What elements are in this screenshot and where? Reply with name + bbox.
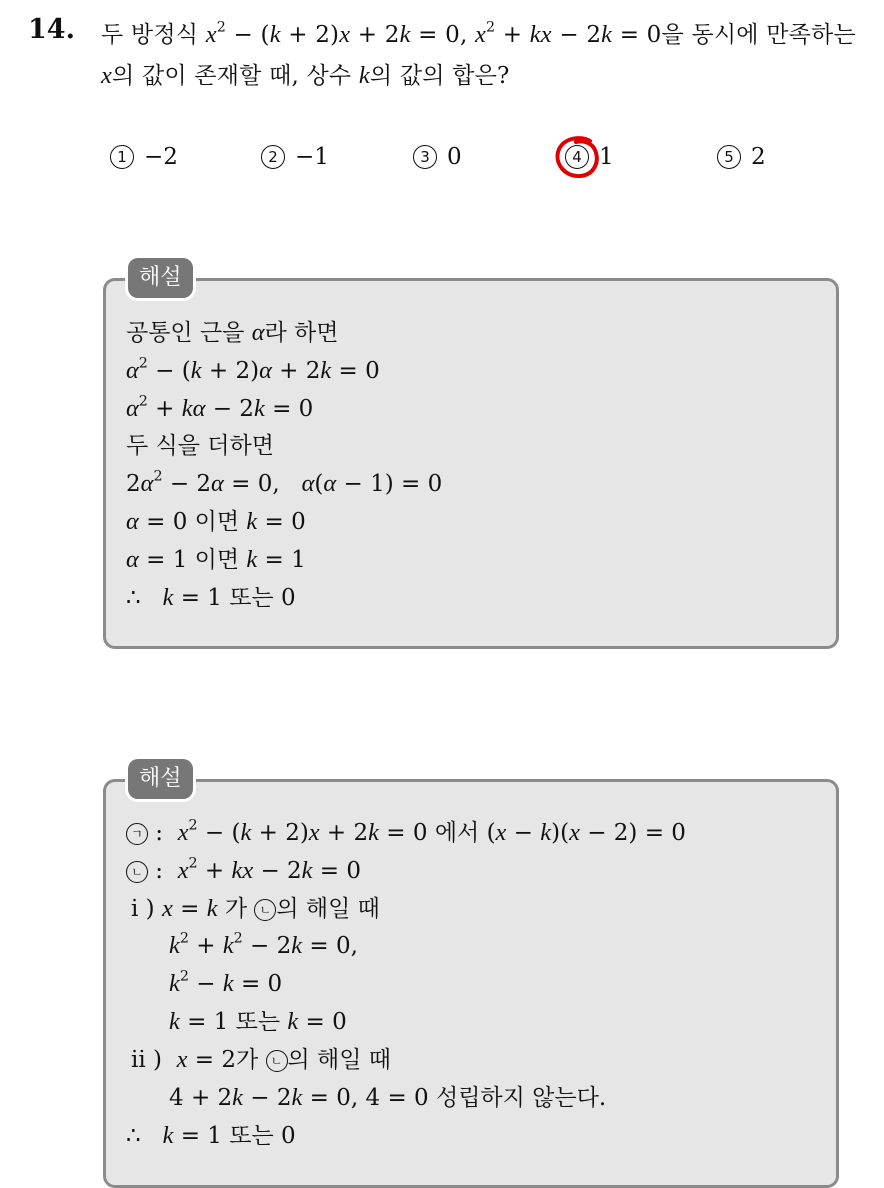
- solution1-line-7: α = 1 이면 k = 1: [126, 546, 306, 573]
- choice-5[interactable]: [717, 144, 766, 170]
- circled-label-icon: ㄴ: [266, 1050, 288, 1072]
- question-text: 의 값이 존재할 때, 상수: [112, 63, 359, 89]
- solution1-line-8: ∴ k = 1 또는 0: [126, 584, 296, 611]
- solution1-line-4: 두 식을 더하면: [126, 433, 274, 459]
- answer-mark-circle-icon: [554, 135, 602, 181]
- choice-3[interactable]: [413, 144, 462, 170]
- solution1-line-1: 공통인 근을 α라 하면: [126, 319, 339, 346]
- solution2-line-3: i ) x = k 가 ㄴ 의 해일 때: [131, 895, 380, 922]
- question-text: 의 값의 합은?: [369, 63, 510, 89]
- circled-label-icon: ㄴ: [254, 899, 276, 921]
- question-number: 14.: [28, 14, 75, 45]
- question-text-line2: [101, 57, 510, 90]
- variable-x: x: [101, 62, 113, 89]
- solution2-line-6: k = 1 또는 k = 0: [169, 1008, 347, 1035]
- separator: ,: [459, 22, 475, 48]
- circled-label-icon: ㄴ: [126, 861, 148, 883]
- choice-number-icon: 3: [413, 145, 437, 169]
- choice-value: −2: [144, 144, 178, 170]
- solution2-line-5: $k^2 - k = 0$: [169, 968, 283, 997]
- solution1-line-2: $\alpha^2 - (k + 2)\alpha + 2k = 0$: [126, 355, 380, 384]
- question-text: 을 동시에 만족하는: [661, 22, 856, 48]
- solution-tag-1: 해설: [128, 258, 193, 298]
- solution2-line-2: ㄴ : $x^2$ + kx − 2k = 0: [126, 856, 361, 886]
- choice-2[interactable]: [261, 144, 329, 170]
- solution-tag-2: 해설: [128, 759, 193, 799]
- variable-k: k: [358, 62, 370, 89]
- circled-label-icon: ㄱ: [126, 823, 148, 845]
- question-text-line1: [101, 16, 856, 49]
- choice-1[interactable]: [110, 144, 178, 170]
- choice-number-icon: 2: [261, 145, 285, 169]
- choice-number-icon: 1: [110, 145, 134, 169]
- choice-value: 0: [447, 144, 462, 170]
- solution2-line-9: ∴ k = 1 또는 0: [126, 1122, 296, 1149]
- solution2-line-4: $k^2 + k^2 - 2k = 0$,: [169, 930, 358, 959]
- choice-number-icon: 5: [717, 145, 741, 169]
- equation-1: $x^2 - (k + 2)x + 2k = 0$: [205, 19, 460, 48]
- choice-value: 2: [751, 144, 766, 170]
- solution2-line-7: ii ) x = 2가 ㄴ 의 해일 때: [131, 1046, 392, 1073]
- choice-value: 1: [599, 144, 614, 170]
- solution2-line-8: 4 + 2k − 2k = 0, 4 = 0 성립하지 않는다.: [169, 1084, 607, 1111]
- solution1-line-6: α = 0 이면 k = 0: [126, 508, 306, 535]
- solution1-line-5: $2\alpha^2 - 2\alpha = 0$, α(α − 1) = 0: [126, 468, 443, 497]
- equation-2: $x^2$ + kx − 2k = 0: [474, 19, 662, 48]
- choice-value: −1: [295, 144, 329, 170]
- solution2-line-1: ㄱ : $x^2 - (k + 2)x + 2k = 0$ 에서 (x − k)(x − 2) = 0: [126, 818, 686, 848]
- solution1-line-3: $\alpha^2 + k\alpha - 2k = 0$: [126, 393, 314, 422]
- choice-number-icon: 4: [565, 145, 589, 169]
- question-text: 두 방정식: [101, 22, 206, 48]
